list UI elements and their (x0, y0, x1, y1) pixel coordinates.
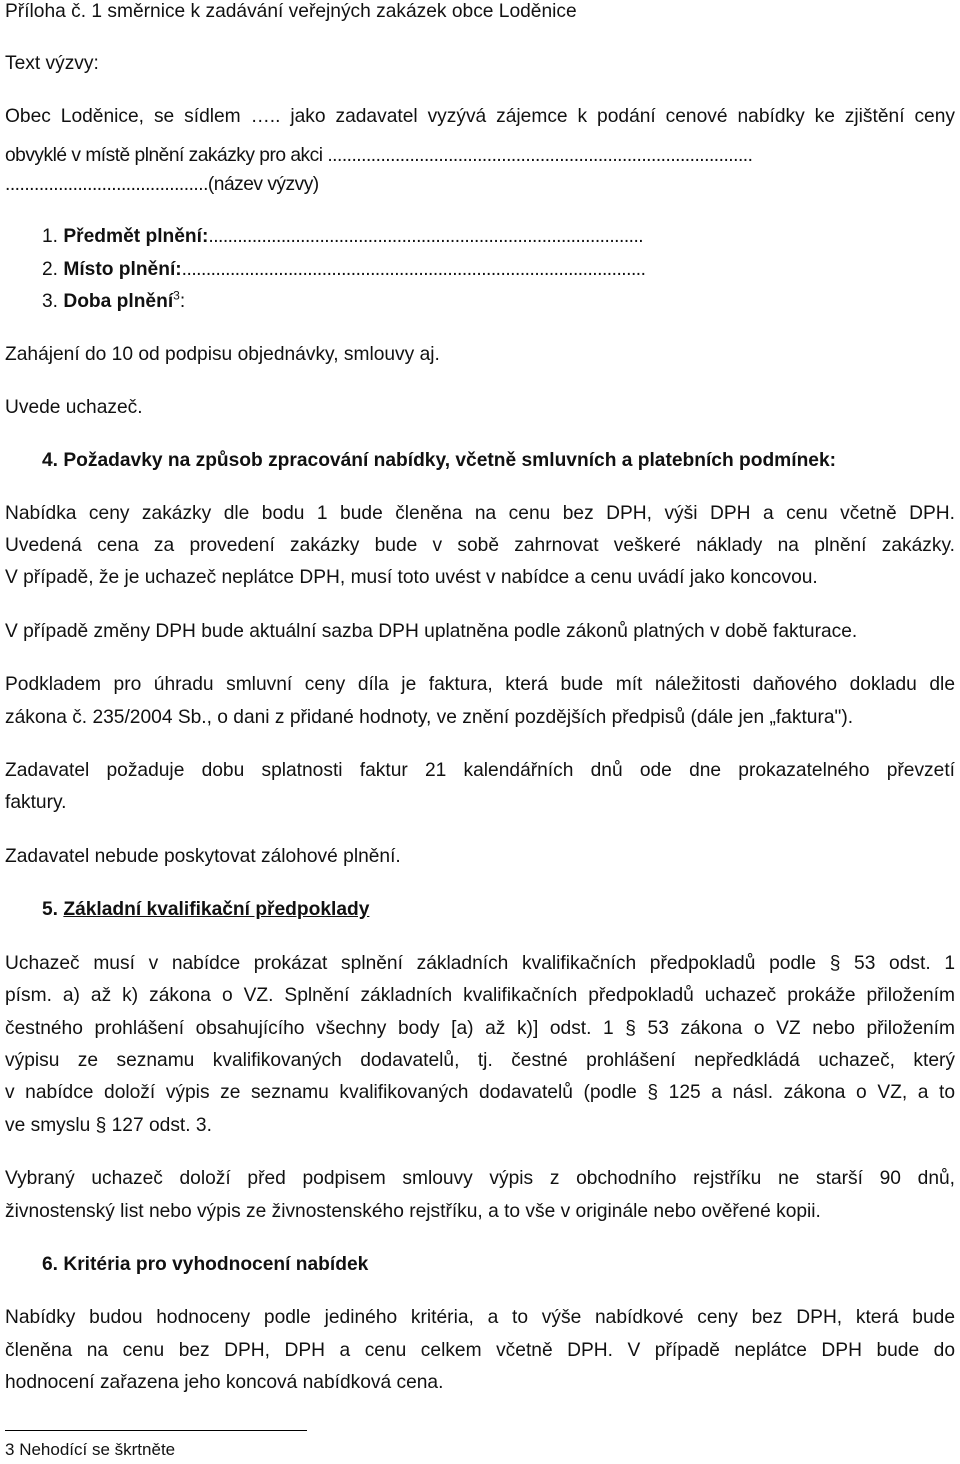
s5-line6: ve smyslu § 127 odst. 3. (5, 1115, 212, 1136)
item-duration (42, 290, 185, 314)
s6-line2: členěna na cenu bez DPH, DPH a cenu celkem včetně DPH. V případě neplátce DPH bude do (5, 1340, 955, 1361)
footnote-text: Nehodící se škrtněte (19, 1440, 176, 1459)
duration-start: Zahájení do 10 od podpisu objednávky, smlouvy aj. (5, 344, 440, 365)
item-number: 1. (42, 226, 59, 247)
s6-line3: hodnocení zařazena jeho koncová nabídková cena. (5, 1372, 444, 1393)
item-number: 3. (42, 291, 59, 312)
s4-p3-line1: Podkladem pro úhradu smluvní ceny díla je faktura, která bude mít náležitosti daňového dokladu dle (5, 674, 955, 695)
item-place (42, 258, 645, 282)
item-dots: .......................................................................................... (208, 226, 644, 247)
section-5-heading (42, 898, 369, 922)
footnote-number: 3 (5, 1440, 15, 1459)
footnote-ref: 3 (173, 288, 180, 303)
footnote-separator (5, 1430, 307, 1431)
s5-line1: Uchazeč musí v nabídce prokázat splnění základních kvalifikačních předpokladů podle § 53 odst. 1 (5, 953, 955, 974)
item-subject (42, 225, 643, 249)
section-number: 6. (42, 1254, 59, 1275)
s5-line5: v nabídce doloží výpis ze seznamu kvalifikovaných dodavatelů (podle § 125 a násl. zákona o VZ, a to (5, 1082, 955, 1103)
s5-p2-line2: živnostenský list nebo výpis ze živnostenského rejstříku, a to vše v originále nebo ověřené kopii. (5, 1201, 821, 1222)
section-number: 5. (42, 899, 59, 920)
footnote (5, 1438, 175, 1462)
s5-p2-line1: Vybraný uchazeč doloží před podpisem smlouvy výpis z obchodního rejstříku ne starší 90 dnů, (5, 1168, 955, 1189)
item-label: Doba plnění (63, 291, 174, 312)
intro-line-2: obvyklé v místě plnění zakázky pro akci ........................................................................................ (5, 145, 753, 166)
s5-line2: písm. a) až k) zákona o VZ. Splnění základních kvalifikačních předpokladů uchazeč prokáže přiložením (5, 985, 955, 1006)
intro-label: Text výzvy: (5, 53, 99, 74)
section-title: Požadavky na způsob zpracování nabídky, včetně smluvních a platebních podmínek: (63, 450, 837, 471)
s4-p5: Zadavatel nebude poskytovat zálohové plnění. (5, 846, 401, 867)
s4-p1-line3: V případě, že je uchazeč neplátce DPH, musí toto uvést v nabídce a cenu uvádí jako koncovou. (5, 567, 818, 588)
intro-line-3: ..........................................(název výzvy) (5, 174, 319, 195)
s4-p3-line2: zákona č. 235/2004 Sb., o dani z přidané hodnoty, ve znění pozdějších předpisů (dále jen „faktura"). (5, 707, 854, 728)
s4-p2: V případě změny DPH bude aktuální sazba DPH uplatněna podle zákonů platných v době fakturace. (5, 621, 858, 642)
section-title: Kritéria pro vyhodnocení nabídek (63, 1254, 369, 1275)
intro-line-1: Obec Loděnice, se sídlem ….. jako zadavatel vyzývá zájemce k podání cenové nabídky ke zjištění ceny (5, 106, 955, 127)
item-colon: : (179, 291, 186, 312)
s6-line1: Nabídky budou hodnoceny podle jediného kritéria, a to výše nabídkové ceny bez DPH, která bude (5, 1307, 955, 1328)
section-title: Základní kvalifikační předpoklady (63, 899, 370, 920)
s4-p4-line1: Zadavatel požaduje dobu splatnosti faktur 21 kalendářních dnů ode dne prokazatelného převzetí (5, 760, 955, 781)
s5-line3: čestného prohlášení obsahujícího všechny body [a) až k)] odst. 1 § 53 zákona o VZ nebo přiložením (5, 1018, 955, 1039)
s4-p1-line2: Uvedená cena za provedení zakázky bude v sobě zahrnovat veškeré náklady na plnění zakázky. (5, 535, 955, 556)
item-dots: ................................................................................................ (181, 259, 646, 280)
section-number: 4. (42, 450, 59, 471)
section-4-heading (42, 449, 836, 473)
item-label: Místo plnění: (63, 259, 182, 280)
s4-p4-line2: faktury. (5, 792, 67, 813)
document-header: Příloha č. 1 směrnice k zadávání veřejných zakázek obce Loděnice (5, 1, 577, 22)
item-number: 2. (42, 259, 59, 280)
item-label: Předmět plnění: (63, 226, 209, 247)
section-6-heading (42, 1253, 368, 1277)
s4-p1-line1: Nabídka ceny zakázky dle bodu 1 bude členěna na cenu bez DPH, výši DPH a cenu včetně DPH. (5, 503, 955, 524)
s5-line4: výpisu ze seznamu kvalifikovaných dodavatelů, tj. čestné prohlášení nepředkládá uchazeč, který (5, 1050, 955, 1071)
duration-note: Uvede uchazeč. (5, 397, 143, 418)
